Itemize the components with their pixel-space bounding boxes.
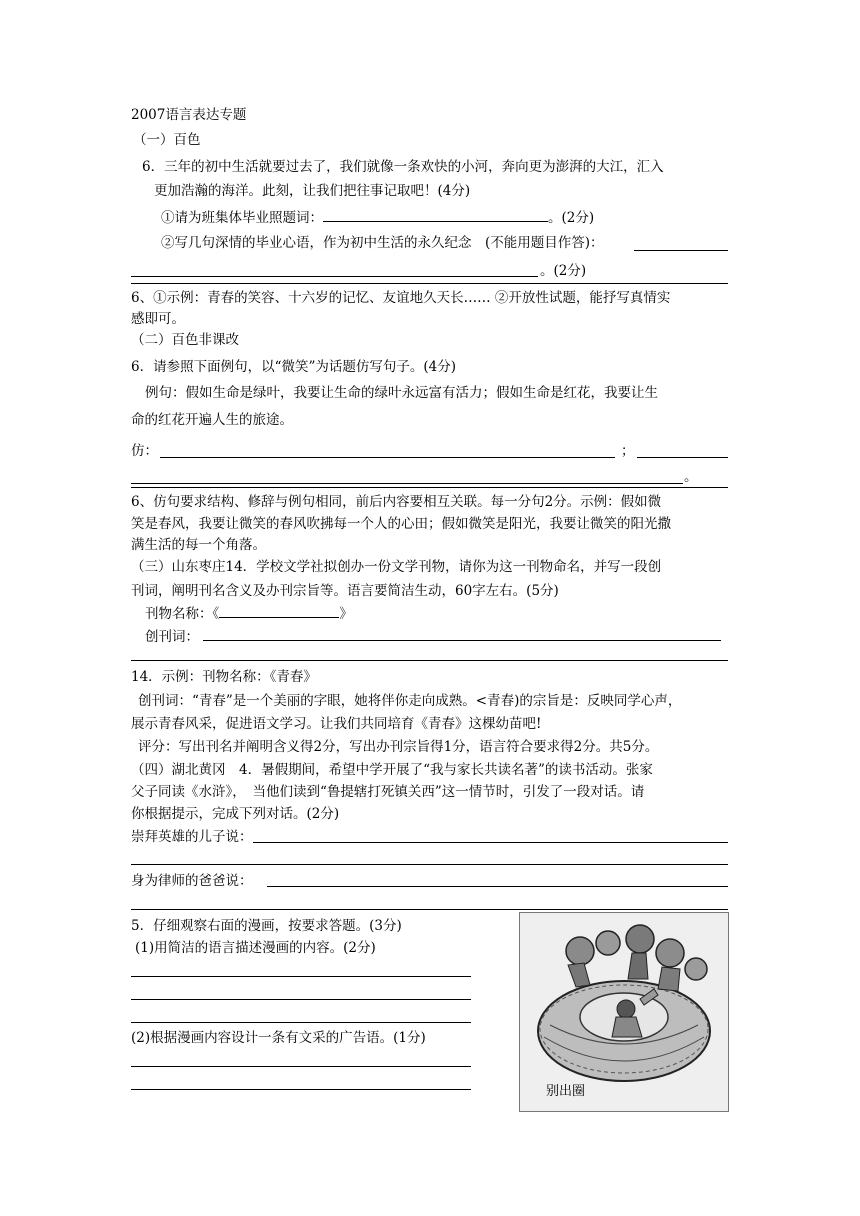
s3-question-line-2: 刊词，阐明刊名含义及办刊宗旨等。语言要简洁生动，60字左右。(5分) xyxy=(131,583,559,599)
s1-sub2-blank-2[interactable] xyxy=(131,276,538,277)
s2-imitate-blank-3[interactable] xyxy=(131,483,683,484)
s1-sub1-label: ①请为班集体毕业照题词： xyxy=(161,210,323,226)
s3-intro-blank-1[interactable] xyxy=(203,640,721,641)
s2-answer-line-2: 笑是春风，我要让微笑的春风吹拂每一个人的心田；假如微笑是阳光，我要让微笑的阳光撒 xyxy=(131,516,671,532)
s2-answer-line-3: 满生活的每一个角落。 xyxy=(131,537,266,553)
s1-sub2-blank-1[interactable] xyxy=(634,250,728,251)
s1-answer-line-1: 6、①示例：青春的笑容、十六岁的记忆、友谊地久天长…… ②开放性试题，能抒写真情实 xyxy=(131,290,671,306)
s3-name-row xyxy=(145,603,353,623)
s3-question-line-1: （三）山东枣庄14．学校文学社拟创办一份文学刊物，请你为这一刊物命名，并写一段创 xyxy=(131,559,662,575)
s2-imitate-blank-1[interactable] xyxy=(160,457,615,458)
s5-question: 5．仔细观察右面的漫画，按要求答题。(3分) xyxy=(131,918,402,934)
comic-image xyxy=(519,912,729,1112)
s4-father-blank-1[interactable] xyxy=(267,886,728,887)
s3-intro-blank-2[interactable] xyxy=(131,660,728,661)
s5-sub2: (2)根据漫画内容设计一条有文采的广告语。(1分) xyxy=(131,1030,426,1046)
s1-question-line-1: 6．三年的初中生活就要过去了，我们就像一条欢快的小河，奔向更为澎湃的大江，汇入 xyxy=(142,159,664,175)
s3-answer-line-1: 14．示例：刊物名称：《青春》 xyxy=(131,669,317,685)
s2-imitate-separator: ； xyxy=(621,443,635,459)
s4-question-line-1: （四）湖北黄冈 4．暑假期间，希望中学开展了“我与家长共读名著”的读书活动。张家 xyxy=(131,762,653,778)
s2-imitate-end: 。 xyxy=(684,469,698,485)
s1-sub2-label: ②写几句深情的毕业心语，作为初中生活的永久纪念 (不能用题目作答)： xyxy=(161,235,604,251)
s1-sub1-score: 。(2分) xyxy=(548,210,595,226)
s2-question: 6．请参照下面例句，以“微笑”为话题仿写句子。(4分) xyxy=(131,359,457,375)
s2-answer-line-1: 6、仿句要求结构、修辞与例句相同，前后内容要相互关联。每一分句2分。示例：假如微 xyxy=(131,494,662,510)
s2-imitate-label: 仿： xyxy=(131,443,158,459)
s4-father-blank-2[interactable] xyxy=(131,909,728,910)
s5-sub2-blank-2[interactable] xyxy=(131,1089,471,1090)
s4-question-line-2: 父子同读《水浒》， 当他们读到“鲁提辖打死镇关西”这一情节时，引发了一段对话。请 xyxy=(131,784,645,800)
s4-son-label: 崇拜英雄的儿子说： xyxy=(131,829,253,845)
s4-son-blank-2[interactable] xyxy=(131,864,728,865)
s4-father-label: 身为律师的爸爸说： xyxy=(131,873,253,889)
s1-answer-line-2: 感即可。 xyxy=(131,311,185,327)
s3-name-label: 刊物名称：《 xyxy=(145,606,220,622)
s3-answer-line-3: 展示青春风采，促进语文学习。让我们共同培育《青春》这棵幼苗吧! xyxy=(131,716,542,732)
s1-sub2-score: 。(2分) xyxy=(540,263,587,279)
s3-score: 评分：写出刊名并阐明含义得2分，写出办刊宗旨得1分，语言符合要求得2分。共5分。 xyxy=(138,739,659,755)
s2-example-line-1: 例句：假如生命是绿叶，我要让生命的绿叶永远富有活力；假如生命是红花，我要让生 xyxy=(145,385,658,401)
section-divider xyxy=(131,487,728,488)
comic-drawing xyxy=(520,913,728,1111)
page-title: 2007语言表达专题 xyxy=(131,107,247,123)
s3-answer-line-2: 创刊词：“青春”是一个美丽的字眼，她将伴你走向成熟。<青春)的宗旨是：反映同学心声， xyxy=(138,693,682,709)
s5-sub1-blank-1[interactable] xyxy=(131,976,471,977)
s2-imitate-blank-2[interactable] xyxy=(637,457,728,458)
s3-name-blank[interactable] xyxy=(219,603,339,618)
section-2-heading: （二）百色非课改 xyxy=(131,332,239,348)
s4-son-blank-1[interactable] xyxy=(253,842,728,843)
section-divider xyxy=(131,283,728,284)
comic-caption: 别出圈 xyxy=(546,1084,586,1099)
s5-sub1-blank-3[interactable] xyxy=(131,1022,471,1023)
s1-sub1 xyxy=(161,207,594,227)
s4-question-line-3: 你根据提示，完成下列对话。(2分) xyxy=(131,806,340,822)
s1-sub1-blank[interactable] xyxy=(323,207,548,222)
s3-name-close: 》 xyxy=(339,606,353,622)
s2-example-line-2: 命的红花开遍人生的旅途。 xyxy=(131,412,293,428)
s1-question-line-2: 更加浩瀚的海洋。此刻，让我们把往事记取吧！(4分) xyxy=(154,183,471,199)
s5-sub1-blank-2[interactable] xyxy=(131,999,471,1000)
s3-intro-label: 创刊词： xyxy=(145,629,199,645)
section-1-heading: （一）百色 xyxy=(133,132,201,148)
s5-sub2-blank-1[interactable] xyxy=(131,1066,471,1067)
s5-sub1: (1)用简洁的语言描述漫画的内容。(2分) xyxy=(135,940,376,956)
